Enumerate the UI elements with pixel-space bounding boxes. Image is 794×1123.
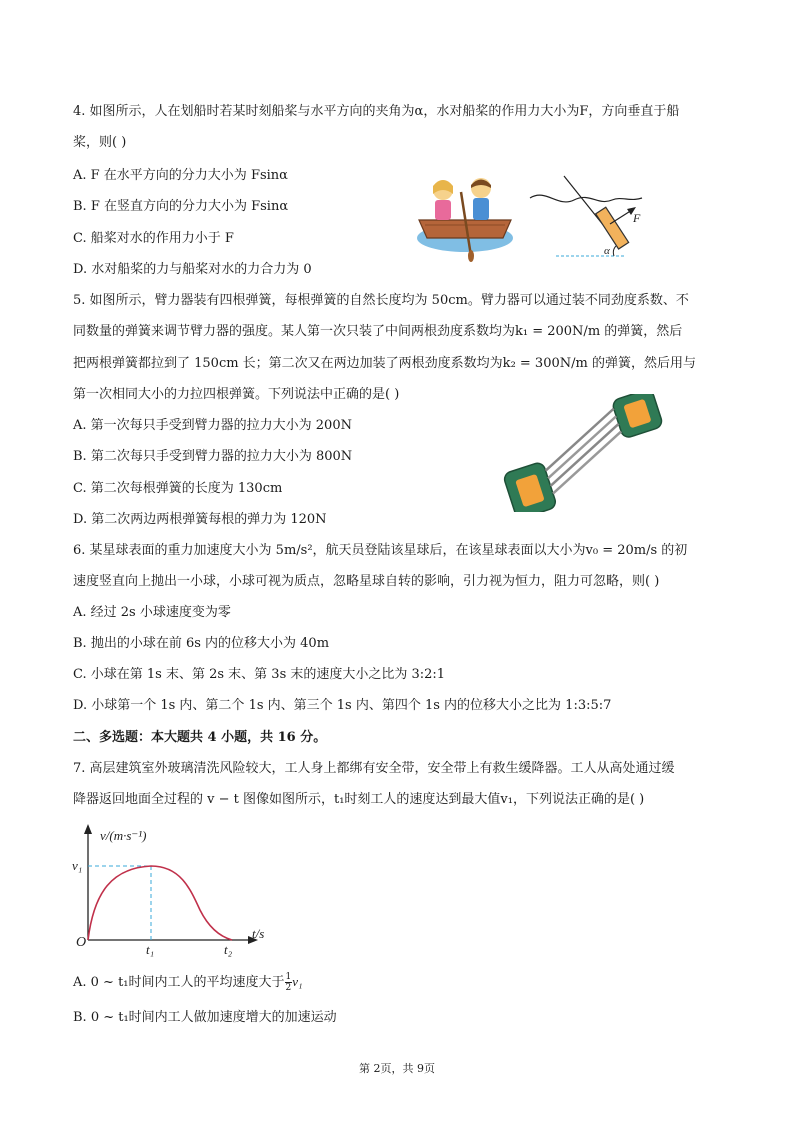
q4-stem-line1: 4. 如图所示，人在划船时若某时刻船桨与水平方向的夹角为α，水对船桨的作用力大小为F，方向垂直于船 xyxy=(73,104,680,119)
q7-stem-line2: 降器返回地面全过程的 v − t 图像如图所示，t₁时刻工人的速度达到最大值v₁，下列说法正确的是( ) xyxy=(73,792,645,807)
oar-force-diagram xyxy=(526,170,656,262)
force-f-label: F xyxy=(633,211,641,225)
y-axis-label: v/(m·s⁻¹) xyxy=(100,828,147,843)
q6-option-a: A. 经过 2s 小球速度变为零 xyxy=(73,605,231,620)
rowing-boat-illustration xyxy=(415,172,515,262)
section-heading: 二、多选题：本大题共 4 小题，共 16 分。 xyxy=(73,730,327,745)
q6-stem-line2: 速度竖直向上抛出一小球，小球可视为质点，忽略星球自转的影响，引力视为恒力，阻力可忽略，则( ) xyxy=(73,574,660,589)
q5-stem-line1: 5. 如图所示，臂力器装有四根弹簧，每根弹簧的自然长度均为 50cm。臂力器可以通过装不同劲度系数、不 xyxy=(73,293,689,308)
velocity-curve xyxy=(88,866,232,940)
v-t-graph xyxy=(72,822,282,962)
chest-expander-illustration xyxy=(490,394,678,512)
q6-option-b: B. 抛出的小球在前 6s 内的位移大小为 40m xyxy=(73,636,330,651)
q4-option-a: A. F 在水平方向的分力大小为 Fsinα xyxy=(73,168,288,183)
fraction-numerator: 1 xyxy=(285,972,292,982)
q6-option-d: D. 小球第一个 1s 内、第二个 1s 内、第三个 1s 内、第四个 1s 内的位移大小之比为 1:3:5:7 xyxy=(73,698,612,713)
q6-option-c: C. 小球在第 1s 末、第 2s 末、第 3s 末的速度大小之比为 3:2:1 xyxy=(73,667,446,682)
q5-stem-line2: 同数量的弹簧来调节臂力器的强度。某人第一次只装了中间两根劲度系数均为k₁ = 200N/m 的弹簧，然后 xyxy=(73,324,683,339)
q7-option-a xyxy=(73,972,303,993)
q7-stem-line1: 7. 高层建筑室外玻璃清洗风险较大，工人身上都绑有安全带，安全带上有救生缓降器。工人从高处通过缓 xyxy=(73,761,675,776)
q5-option-b: B. 第二次每只手受到臂力器的拉力大小为 800N xyxy=(73,449,353,464)
q7-option-a-v1: v₁ xyxy=(292,974,303,989)
x-axis-label: t/s xyxy=(252,926,265,941)
q6-stem-line1: 6. 某星球表面的重力加速度大小为 5m/s²，航天员登陆该星球后，在该星球表面以大小为v₀ = 20m/s 的初 xyxy=(73,543,688,558)
q7-option-b: B. 0 ~ t₁时间内工人做加速度增大的加速运动 xyxy=(73,1010,337,1025)
q5-stem-line4: 第一次相同大小的力拉四根弹簧。下列说法中正确的是( ) xyxy=(73,387,400,402)
q7-option-a-text: A. 0 ~ t₁时间内工人的平均速度大于 xyxy=(73,975,285,990)
origin-label: O xyxy=(76,935,87,950)
fraction-denominator: 2 xyxy=(285,983,292,993)
q4-option-d: D. 水对船桨的力与船桨对水的力合力为 0 xyxy=(73,262,312,277)
t2-label: t₂ xyxy=(224,942,233,957)
q5-stem-line3: 把两根弹簧都拉到了 150cm 长；第二次又在两边加装了两根劲度系数均为k₂ = 300N/m 的弹簧，然后用与 xyxy=(73,356,696,371)
q5-option-a: A. 第一次每只手受到臂力器的拉力大小为 200N xyxy=(73,418,352,433)
q4-option-b: B. F 在竖直方向的分力大小为 Fsinα xyxy=(73,199,289,214)
q4-option-c: C. 船桨对水的作用力小于 F xyxy=(73,231,234,246)
q5-option-c: C. 第二次每根弹簧的长度为 130cm xyxy=(73,481,283,496)
page-footer: 第 2页，共 9页 xyxy=(359,1062,435,1075)
t1-label: t₁ xyxy=(146,942,155,957)
v1-label: v₁ xyxy=(72,858,83,873)
q4-stem-line2: 桨，则( ) xyxy=(73,135,127,150)
angle-alpha-label: α xyxy=(604,245,610,257)
q5-option-d: D. 第二次两边两根弹簧每根的弹力为 120N xyxy=(73,512,327,527)
